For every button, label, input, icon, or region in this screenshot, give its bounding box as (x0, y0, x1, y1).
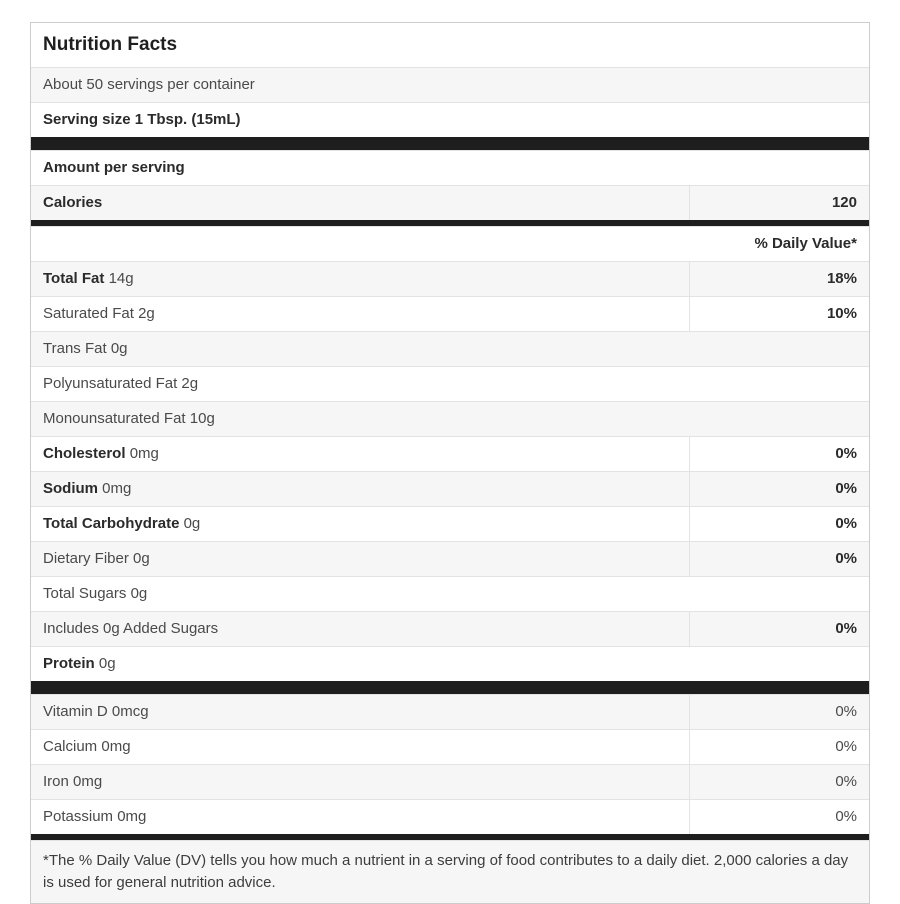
amount-per-serving-label: Amount per serving (43, 159, 185, 176)
nutrient-row-sodium (31, 471, 869, 506)
micronutrient-daily-value: 0% (689, 730, 869, 764)
title-row (31, 23, 869, 67)
page-title: Nutrition Facts (43, 34, 178, 55)
calories-value: 120 (689, 186, 869, 220)
nutrient-name: Total Sugars (43, 585, 127, 602)
nutrient-row-cholesterol (31, 436, 869, 471)
micronutrient-name: Calcium (43, 738, 98, 755)
micronutrient-row-iron (31, 764, 869, 799)
nutrient-row-added-sugars (31, 611, 869, 646)
servings-per-container-row (31, 67, 869, 102)
nutrient-amount: 10g (189, 410, 215, 427)
nutrient-name: Polyunsaturated Fat (43, 375, 178, 392)
nutrient-row-total-carbohydrate (31, 506, 869, 541)
nutrient-amount: 0g (130, 585, 148, 602)
micronutrient-row-vitamin-d (31, 694, 869, 729)
amount-per-serving-row (31, 150, 869, 185)
micronutrient-amount: 0mg (101, 738, 131, 755)
micronutrient-name: Iron (43, 773, 69, 790)
nutrient-row-monounsaturated-fat (31, 401, 869, 436)
servings-per-container-text: About 50 servings per container (43, 76, 255, 93)
serving-size-text: Serving size 1 Tbsp. (15mL) (43, 111, 241, 128)
nutrient-amount: 2g (181, 375, 199, 392)
nutrient-daily-value: 18% (689, 262, 869, 296)
nutrient-daily-value: 10% (689, 297, 869, 331)
daily-value-footnote: *The % Daily Value (DV) tells you how much a nutrient in a serving of food contributes to a daily diet. 2,000 calories a day is used for general nutrition advice. (43, 852, 849, 891)
nutrient-name: Sodium (43, 480, 98, 497)
nutrient-daily-value: 0% (689, 507, 869, 541)
micronutrient-name: Vitamin D (43, 703, 108, 720)
footnote-row (31, 840, 869, 903)
micronutrient-amount: 0mg (73, 773, 103, 790)
calories-label: Calories (43, 194, 103, 211)
nutrient-row-total-fat (31, 261, 869, 296)
nutrient-daily-value: 0% (689, 542, 869, 576)
nutrient-row-saturated-fat (31, 296, 869, 331)
micronutrient-row-calcium (31, 729, 869, 764)
nutrient-name: Protein (43, 655, 95, 672)
daily-value-header-row (31, 226, 869, 261)
nutrient-name: Includes 0g Added Sugars (43, 620, 219, 637)
nutrient-amount: 0g (110, 340, 128, 357)
nutrient-daily-value: 0% (689, 612, 869, 646)
nutrient-name: Cholesterol (43, 445, 126, 462)
thick-divider-bar (31, 137, 869, 150)
nutrient-name: Monounsaturated Fat (43, 410, 186, 427)
serving-size-row (31, 102, 869, 137)
nutrient-row-dietary-fiber (31, 541, 869, 576)
nutrient-row-total-sugars (31, 576, 869, 611)
nutrient-amount: 2g (138, 305, 155, 322)
nutrient-amount: 0g (133, 550, 150, 567)
nutrition-facts-panel (30, 22, 870, 904)
micronutrient-amount: 0mcg (111, 703, 149, 720)
micronutrient-amount: 0mg (117, 808, 147, 825)
micronutrient-name: Potassium (43, 808, 114, 825)
nutrient-name: Total Carbohydrate (43, 515, 180, 532)
nutrient-amount: 14g (108, 270, 134, 287)
nutrient-name: Dietary Fiber (43, 550, 129, 567)
nutrient-daily-value: 0% (689, 437, 869, 471)
nutrient-amount: 0g (183, 515, 201, 532)
daily-value-header: % Daily Value* (754, 235, 857, 252)
nutrient-daily-value: 0% (689, 472, 869, 506)
nutrient-amount: 0mg (102, 480, 132, 497)
nutrient-row-trans-fat (31, 331, 869, 366)
nutrient-row-polyunsaturated-fat (31, 366, 869, 401)
thick-divider-bar (31, 681, 869, 694)
micronutrient-daily-value: 0% (689, 765, 869, 799)
nutrient-name: Saturated Fat (43, 305, 134, 322)
micronutrient-row-potassium (31, 799, 869, 834)
nutrient-name: Trans Fat (43, 340, 107, 357)
micronutrient-daily-value: 0% (689, 695, 869, 729)
nutrient-row-protein (31, 646, 869, 681)
nutrient-amount: 0mg (129, 445, 159, 462)
calories-row (31, 185, 869, 220)
nutrient-amount: 0g (98, 655, 116, 672)
micronutrient-daily-value: 0% (689, 800, 869, 834)
nutrient-name: Total Fat (43, 270, 105, 287)
